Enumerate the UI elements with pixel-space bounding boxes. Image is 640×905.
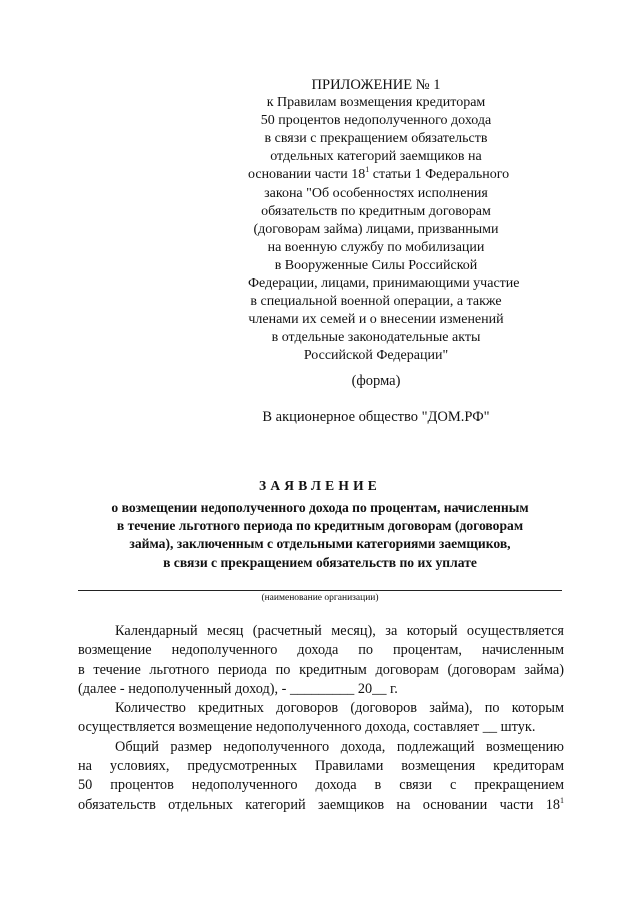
paragraph-line: возмещение недополученного дохода по процентам, начисленным (78, 642, 564, 659)
document-subtitle (60, 499, 580, 572)
subtitle-line: в связи с прекращением обязательств по их уплате (163, 554, 477, 570)
document-title: ЗАЯВЛЕНИЕ (259, 478, 381, 493)
paragraph-line: Календарный месяц (расчетный месяц), за который осуществляется (115, 623, 564, 639)
paragraph-line: Общий размер недополученного дохода, подлежащий возмещению (115, 738, 564, 755)
appendix-line: 50 процентов недополученного дохода (260, 113, 492, 129)
addressee: В акционерное общество "ДОМ.РФ" (262, 409, 490, 425)
appendix-line-text: основании части 18 (248, 167, 366, 183)
appendix-line: в специальной военной операции, а также (250, 294, 502, 310)
subtitle-line: о возмещении недополученного дохода по процентам, начисленным (111, 500, 529, 515)
appendix-line: членами их семей и о внесении изменений (248, 312, 504, 328)
appendix-line: на военную службу по мобилизации (267, 239, 485, 255)
appendix-line: (договорам займа) лицами, призванными (253, 221, 499, 237)
subtitle-line: в течение льготного периода по кредитным договорам (договорам (116, 518, 524, 534)
paragraph-line: осуществляется возмещение недополученного дохода, составляет __ штук. (78, 719, 536, 736)
appendix-header (248, 76, 520, 366)
appendix-line: обязательств по кредитным договорам (261, 203, 491, 219)
body-text (78, 622, 564, 815)
appendix-line: отдельных категорий заемщиков на (270, 149, 482, 165)
appendix-line: закона "Об особенностях исполнения (264, 185, 488, 201)
paragraph-line: (далее - недополученный доход), - _________ 20__ г. (78, 680, 398, 697)
appendix-line: в связи с прекращением обязательств (264, 131, 488, 147)
appendix-line-with-sup (248, 165, 510, 184)
appendix-line: к Правилам возмещения кредиторам (266, 95, 486, 111)
appendix-heading: ПРИЛОЖЕНИЕ № 1 (311, 77, 441, 93)
paragraph-line: Количество кредитных договоров (договоров займа), по которым (115, 700, 564, 717)
paragraph-line-with-sup (78, 796, 564, 815)
paragraph-line: на условиях, предусмотренных Правилами возмещения кредиторам (78, 758, 564, 775)
subtitle-line: займа), заключенным с отдельными категориями заемщиков, (129, 536, 511, 552)
paragraph-line-text: обязательств отдельных категорий заемщиков на основании части 18 (78, 796, 560, 813)
appendix-line: в отдельные законодательные акты (271, 330, 481, 346)
organization-caption: (наименование организации) (261, 593, 379, 603)
paragraph-line: 50 процентов недополученного дохода в связи с прекращением (78, 777, 564, 794)
appendix-line: в Вооруженные Силы Российской (274, 257, 478, 273)
superscript: 1 (365, 165, 370, 175)
superscript: 1 (560, 795, 564, 805)
appendix-line: Федерации, лицами, принимающими участие (248, 276, 520, 292)
form-label: (форма) (351, 373, 401, 389)
appendix-line: Российской Федерации" (303, 348, 449, 364)
organization-name-line[interactable] (78, 590, 562, 591)
appendix-line-tail: статьи 1 Федерального (369, 167, 510, 183)
paragraph-line: в течение льготного периода по кредитным договорам (договорам займа) (78, 661, 564, 678)
